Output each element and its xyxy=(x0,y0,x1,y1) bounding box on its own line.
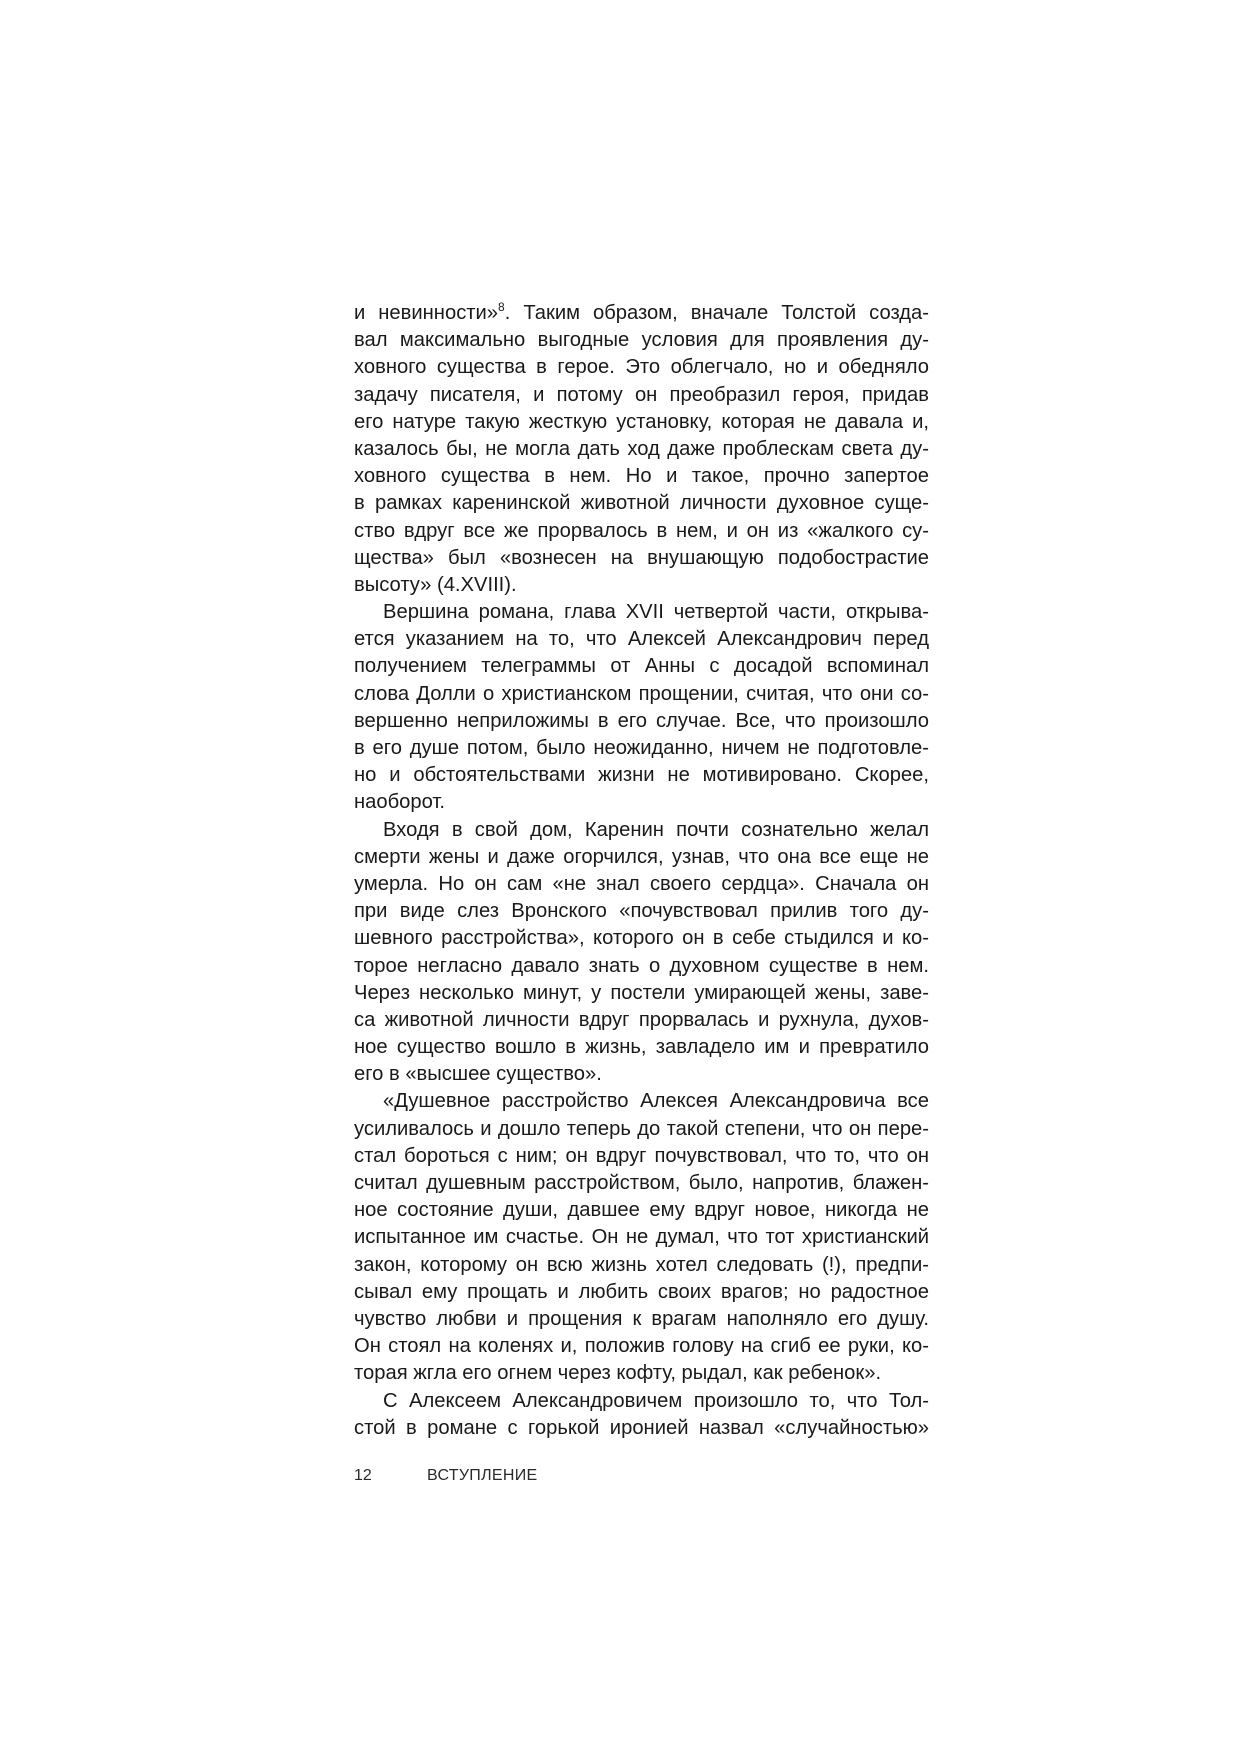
paragraph xyxy=(354,599,929,817)
text-line: но и обстоятельствами жизни не мотивировано. Скорее, xyxy=(354,764,929,787)
text-line: чувство любви и прощения к врагам наполняло его душу. xyxy=(354,1307,929,1330)
text-line: в его душе потом, было неожиданно, ничем не подготовле- xyxy=(354,737,929,759)
text-line: С Алексеем Александровичем произошло то, что Тол- xyxy=(383,1389,929,1412)
text-line: Он стоял на коленях и, положив голову на сгиб ее руки, ко- xyxy=(354,1335,929,1358)
text-line: торое негласно давало знать о духовном существе в нем. xyxy=(354,954,929,977)
text-line: вал максимально выгодные условия для проявления ду- xyxy=(354,329,929,352)
paragraph xyxy=(354,1388,929,1442)
paragraph xyxy=(354,300,929,599)
text-line: ется указанием на то, что Алексей Александрович перед xyxy=(354,628,929,651)
text-line: шевного расстройства», которого он в себе стыдился и ко- xyxy=(354,927,929,950)
text-line: и невинности»$^8$. Таким образом, вначале Толстой созда- xyxy=(354,300,929,324)
text-line: считал душевным расстройством, было, напротив, блажен- xyxy=(354,1172,929,1194)
running-head: ВСТУПЛЕНИЕ xyxy=(427,1467,538,1484)
text-line: стал бороться с ним; он вдруг почувствовал, что то, что он xyxy=(354,1144,929,1167)
text-line: испытанное им счастье. Он не думал, что тот христианский xyxy=(354,1226,929,1249)
text-line: торая жгла его огнем через кофту, рыдал, как ребенок». xyxy=(354,1362,882,1385)
page-number: 12 xyxy=(354,1467,372,1484)
text-line: казалось бы, не могла дать ход даже проблескам света ду- xyxy=(354,437,929,460)
text-line: «Душевное расстройство Алексея Александровича все xyxy=(383,1090,929,1113)
paragraph xyxy=(354,1088,929,1387)
text-line: задачу писателя, и потому он преобразил героя, придав xyxy=(354,383,929,406)
text-line: Через несколько минут, у постели умирающей жены, заве- xyxy=(354,981,929,1004)
text-line: Входя в свой дом, Каренин почти сознательно желал xyxy=(383,818,929,841)
text-line: закон, которому он всю жизнь хотел следовать (!), предпи- xyxy=(354,1253,929,1276)
text-line: наоборот. xyxy=(354,791,446,814)
text-line: сывал ему прощать и любить своих врагов; но радостное xyxy=(354,1280,929,1303)
text-line: ное существо вошло в жизнь, завладело им и превратило xyxy=(354,1036,929,1059)
text-line: высоту» (4.XVIII). xyxy=(354,573,517,596)
text-line: усиливалось и дошло теперь до такой степени, что он пере- xyxy=(354,1117,929,1140)
text-line: получением телеграммы от Анны с досадой вспоминал xyxy=(354,655,929,678)
text-line: ное состояние души, давшее ему вдруг новое, никогда не xyxy=(354,1199,929,1222)
text-line: вершенно неприложимы в его случае. Все, что произошло xyxy=(354,709,929,732)
text-line: ховного существа в герое. Это облегчало, но и обедняло xyxy=(354,356,929,379)
text-line: слова Долли о христианском прощении, считая, что они со- xyxy=(354,682,929,705)
text-line: ховного существа в нем. Но и такое, прочно запертое xyxy=(354,465,929,488)
text-line: стой в романе с горькой иронией назвал «случайностью» xyxy=(354,1416,929,1439)
page-footer xyxy=(354,1464,929,1488)
text-line: его в «высшее существо». xyxy=(354,1063,602,1086)
footnote-marker[interactable]: 8 xyxy=(498,300,505,314)
text-line: Вершина романа, глава XVII четвертой части, открыва- xyxy=(383,601,929,624)
text-line: его натуре такую жесткую установку, которая не давала и, xyxy=(354,410,929,433)
text-line: са животной личности вдруг прорвалась и рухнула, духов- xyxy=(354,1008,929,1031)
text-line: в рамках каренинской животной личности духовное суще- xyxy=(354,492,929,515)
paragraph xyxy=(354,817,929,1089)
text-line: щества» был «вознесен на внушающую подобострастие xyxy=(354,546,929,569)
text-line: умерла. Но он сам «не знал своего сердца». Сначала он xyxy=(354,872,929,895)
text-line: при виде слез Вронского «почувствовал прилив того ду- xyxy=(354,900,929,923)
text-line: ство вдруг все же прорвалось в нем, и он из «жалкого су- xyxy=(354,519,929,542)
text-line: смерти жены и даже огорчился, узнав, что она все еще не xyxy=(354,845,929,868)
body-text xyxy=(354,300,929,1442)
